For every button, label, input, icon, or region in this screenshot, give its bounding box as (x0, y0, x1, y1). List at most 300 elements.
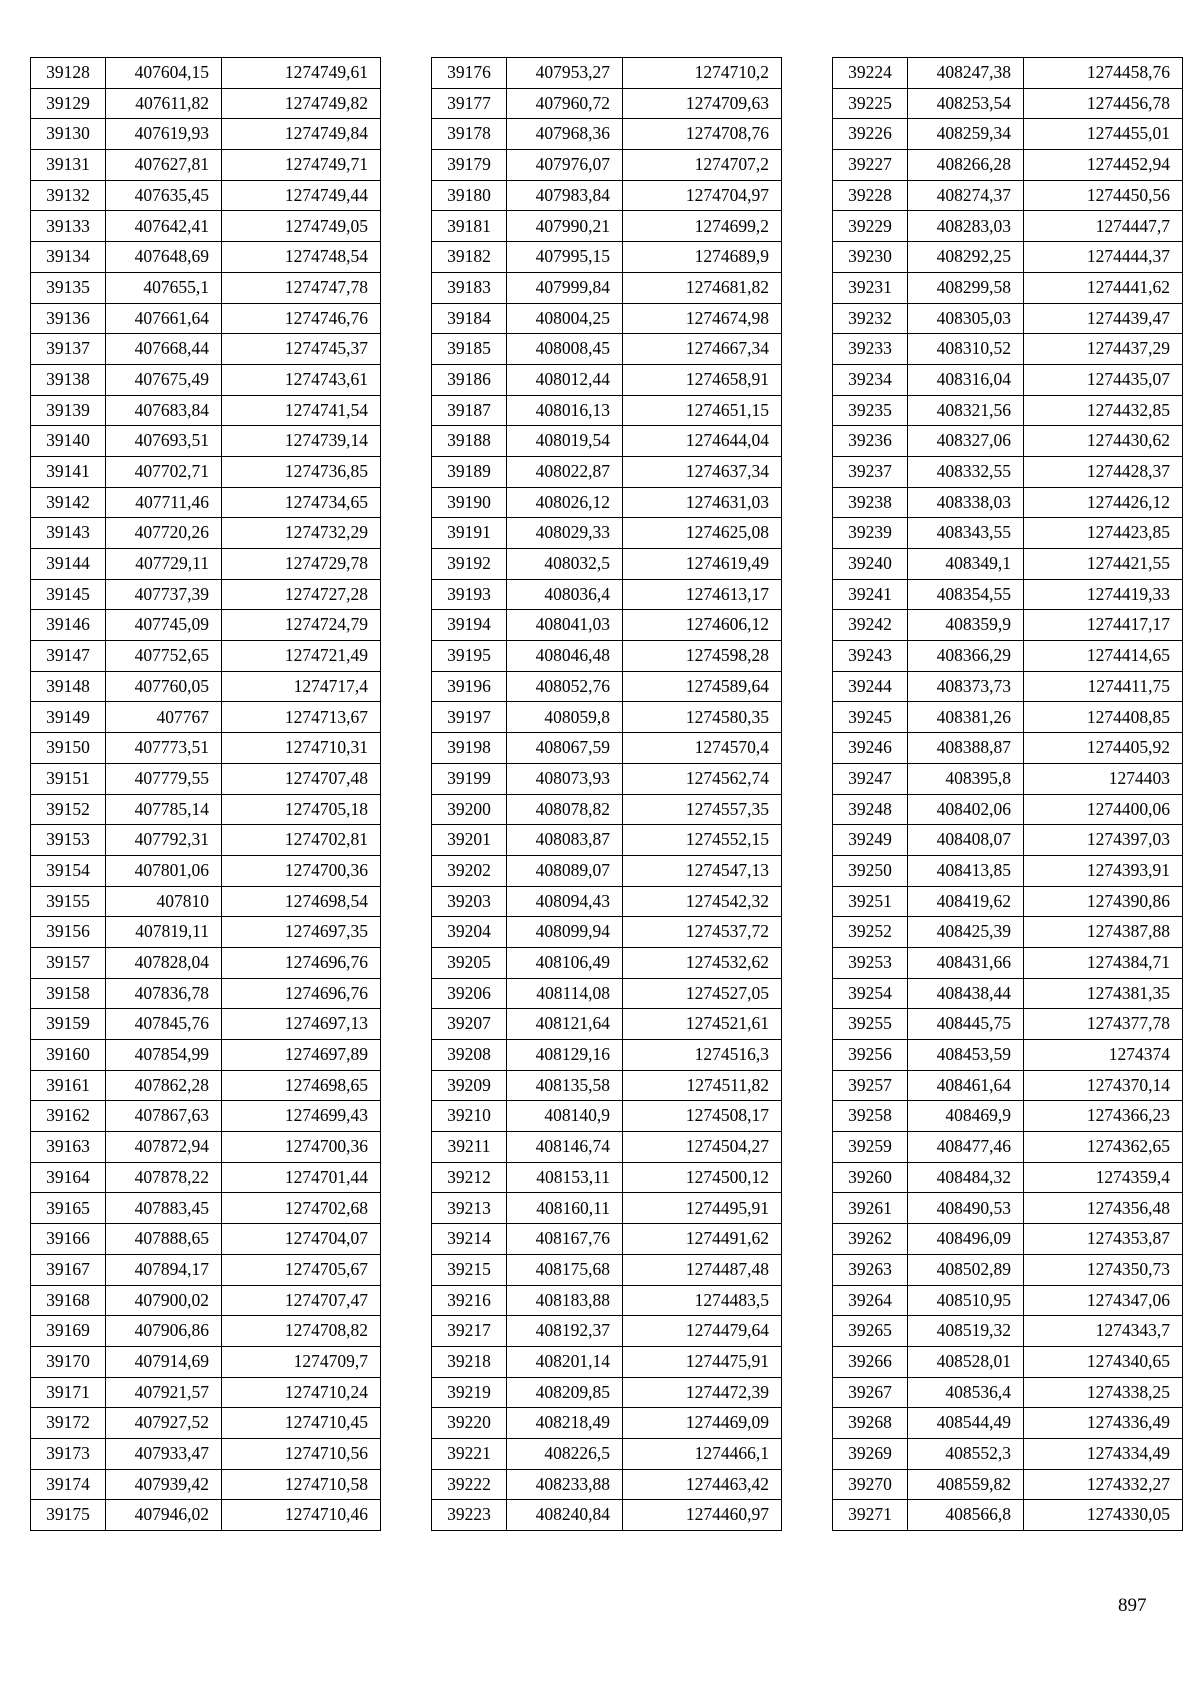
y-coordinate-cell: 1274710,58 (222, 1469, 381, 1500)
x-coordinate-cell: 408226,5 (507, 1438, 623, 1469)
point-number-cell: 39262 (833, 1224, 908, 1255)
y-coordinate-cell: 1274374 (1024, 1040, 1183, 1071)
x-coordinate-cell: 408419,62 (908, 886, 1024, 917)
x-coordinate-cell: 408094,43 (507, 886, 623, 917)
point-number-cell: 39147 (31, 641, 106, 672)
x-coordinate-cell: 408402,06 (908, 794, 1024, 825)
x-coordinate-cell: 407999,84 (507, 272, 623, 303)
y-coordinate-cell: 1274456,78 (1024, 88, 1183, 119)
point-number-cell: 39219 (432, 1377, 507, 1408)
coordinate-table-1 (30, 57, 381, 1531)
table-row (833, 1101, 1183, 1132)
table-row (31, 671, 381, 702)
point-number-cell: 39182 (432, 242, 507, 273)
y-coordinate-cell: 1274658,91 (623, 364, 782, 395)
point-number-cell: 39200 (432, 794, 507, 825)
table-row (833, 1438, 1183, 1469)
table-row (31, 579, 381, 610)
point-number-cell: 39151 (31, 763, 106, 794)
y-coordinate-cell: 1274637,34 (623, 456, 782, 487)
point-number-cell: 39257 (833, 1070, 908, 1101)
point-number-cell: 39237 (833, 456, 908, 487)
y-coordinate-cell: 1274532,62 (623, 947, 782, 978)
x-coordinate-cell: 407888,65 (106, 1224, 222, 1255)
point-number-cell: 39154 (31, 855, 106, 886)
x-coordinate-cell: 407611,82 (106, 88, 222, 119)
point-number-cell: 39143 (31, 518, 106, 549)
table-row (31, 518, 381, 549)
point-number-cell: 39231 (833, 272, 908, 303)
y-coordinate-cell: 1274749,82 (222, 88, 381, 119)
y-coordinate-cell: 1274426,12 (1024, 487, 1183, 518)
table-row (432, 518, 782, 549)
y-coordinate-cell: 1274362,65 (1024, 1132, 1183, 1163)
table-row (432, 1285, 782, 1316)
point-number-cell: 39247 (833, 763, 908, 794)
y-coordinate-cell: 1274428,37 (1024, 456, 1183, 487)
table-row (31, 947, 381, 978)
point-number-cell: 39205 (432, 947, 507, 978)
y-coordinate-cell: 1274350,73 (1024, 1254, 1183, 1285)
point-number-cell: 39129 (31, 88, 106, 119)
table-row (432, 1469, 782, 1500)
y-coordinate-cell: 1274336,49 (1024, 1408, 1183, 1439)
point-number-cell: 39175 (31, 1500, 106, 1531)
table-row (31, 211, 381, 242)
y-coordinate-cell: 1274338,25 (1024, 1377, 1183, 1408)
point-number-cell: 39234 (833, 364, 908, 395)
point-number-cell: 39255 (833, 1009, 908, 1040)
point-number-cell: 39218 (432, 1346, 507, 1377)
y-coordinate-cell: 1274508,17 (623, 1101, 782, 1132)
x-coordinate-cell: 408413,85 (908, 855, 1024, 886)
x-coordinate-cell: 408083,87 (507, 825, 623, 856)
y-coordinate-cell: 1274441,62 (1024, 272, 1183, 303)
x-coordinate-cell: 407752,65 (106, 641, 222, 672)
y-coordinate-cell: 1274419,33 (1024, 579, 1183, 610)
point-number-cell: 39268 (833, 1408, 908, 1439)
y-coordinate-cell: 1274721,49 (222, 641, 381, 672)
x-coordinate-cell: 407792,31 (106, 825, 222, 856)
x-coordinate-cell: 407836,78 (106, 978, 222, 1009)
point-number-cell: 39138 (31, 364, 106, 395)
table-row (833, 119, 1183, 150)
y-coordinate-cell: 1274400,06 (1024, 794, 1183, 825)
point-number-cell: 39224 (833, 58, 908, 89)
y-coordinate-cell: 1274701,44 (222, 1162, 381, 1193)
x-coordinate-cell: 407627,81 (106, 150, 222, 181)
y-coordinate-cell: 1274466,1 (623, 1438, 782, 1469)
x-coordinate-cell: 408327,06 (908, 426, 1024, 457)
table-row (31, 1438, 381, 1469)
table-row (31, 1254, 381, 1285)
x-coordinate-cell: 408029,33 (507, 518, 623, 549)
y-coordinate-cell: 1274717,4 (222, 671, 381, 702)
table-row (31, 88, 381, 119)
point-number-cell: 39157 (31, 947, 106, 978)
y-coordinate-cell: 1274458,76 (1024, 58, 1183, 89)
table-row (833, 395, 1183, 426)
y-coordinate-cell: 1274430,62 (1024, 426, 1183, 457)
point-number-cell: 39202 (432, 855, 507, 886)
table-row (833, 947, 1183, 978)
y-coordinate-cell: 1274699,43 (222, 1101, 381, 1132)
x-coordinate-cell: 408373,73 (908, 671, 1024, 702)
table-row (833, 334, 1183, 365)
y-coordinate-cell: 1274444,37 (1024, 242, 1183, 273)
y-coordinate-cell: 1274414,65 (1024, 641, 1183, 672)
y-coordinate-cell: 1274708,76 (623, 119, 782, 150)
table-row (31, 978, 381, 1009)
y-coordinate-cell: 1274651,15 (623, 395, 782, 426)
point-number-cell: 39244 (833, 671, 908, 702)
point-number-cell: 39165 (31, 1193, 106, 1224)
y-coordinate-cell: 1274495,91 (623, 1193, 782, 1224)
point-number-cell: 39245 (833, 702, 908, 733)
point-number-cell: 39159 (31, 1009, 106, 1040)
x-coordinate-cell: 408477,46 (908, 1132, 1024, 1163)
point-number-cell: 39134 (31, 242, 106, 273)
point-number-cell: 39253 (833, 947, 908, 978)
table-row (833, 733, 1183, 764)
table-row (432, 671, 782, 702)
point-number-cell: 39256 (833, 1040, 908, 1071)
x-coordinate-cell: 407862,28 (106, 1070, 222, 1101)
point-number-cell: 39155 (31, 886, 106, 917)
y-coordinate-cell: 1274705,67 (222, 1254, 381, 1285)
point-number-cell: 39227 (833, 150, 908, 181)
y-coordinate-cell: 1274469,09 (623, 1408, 782, 1439)
table-row (432, 1438, 782, 1469)
y-coordinate-cell: 1274702,81 (222, 825, 381, 856)
point-number-cell: 39215 (432, 1254, 507, 1285)
y-coordinate-cell: 1274697,35 (222, 917, 381, 948)
y-coordinate-cell: 1274423,85 (1024, 518, 1183, 549)
y-coordinate-cell: 1274437,29 (1024, 334, 1183, 365)
y-coordinate-cell: 1274390,86 (1024, 886, 1183, 917)
x-coordinate-cell: 408019,54 (507, 426, 623, 457)
point-number-cell: 39152 (31, 794, 106, 825)
point-number-cell: 39131 (31, 150, 106, 181)
y-coordinate-cell: 1274674,98 (623, 303, 782, 334)
x-coordinate-cell: 408453,59 (908, 1040, 1024, 1071)
table-row (432, 1224, 782, 1255)
table-row (432, 886, 782, 917)
y-coordinate-cell: 1274356,48 (1024, 1193, 1183, 1224)
table-row (432, 702, 782, 733)
x-coordinate-cell: 408305,03 (908, 303, 1024, 334)
x-coordinate-cell: 407810 (106, 886, 222, 917)
x-coordinate-cell: 407927,52 (106, 1408, 222, 1439)
point-number-cell: 39209 (432, 1070, 507, 1101)
x-coordinate-cell: 408321,56 (908, 395, 1024, 426)
y-coordinate-cell: 1274500,12 (623, 1162, 782, 1193)
x-coordinate-cell: 407867,63 (106, 1101, 222, 1132)
table-row (432, 303, 782, 334)
point-number-cell: 39221 (432, 1438, 507, 1469)
point-number-cell: 39198 (432, 733, 507, 764)
table-row (833, 1500, 1183, 1531)
y-coordinate-cell: 1274421,55 (1024, 549, 1183, 580)
x-coordinate-cell: 408425,39 (908, 917, 1024, 948)
x-coordinate-cell: 408259,34 (908, 119, 1024, 150)
y-coordinate-cell: 1274704,97 (623, 180, 782, 211)
table-row (31, 1469, 381, 1500)
table-row (31, 1009, 381, 1040)
x-coordinate-cell: 407854,99 (106, 1040, 222, 1071)
table-row (432, 180, 782, 211)
point-number-cell: 39190 (432, 487, 507, 518)
table-row (432, 794, 782, 825)
point-number-cell: 39265 (833, 1316, 908, 1347)
y-coordinate-cell: 1274625,08 (623, 518, 782, 549)
y-coordinate-cell: 1274705,18 (222, 794, 381, 825)
y-coordinate-cell: 1274746,76 (222, 303, 381, 334)
point-number-cell: 39173 (31, 1438, 106, 1469)
x-coordinate-cell: 407675,49 (106, 364, 222, 395)
x-coordinate-cell: 408310,52 (908, 334, 1024, 365)
y-coordinate-cell: 1274537,72 (623, 917, 782, 948)
y-coordinate-cell: 1274472,39 (623, 1377, 782, 1408)
x-coordinate-cell: 408566,8 (908, 1500, 1024, 1531)
point-number-cell: 39260 (833, 1162, 908, 1193)
y-coordinate-cell: 1274729,78 (222, 549, 381, 580)
point-number-cell: 39269 (833, 1438, 908, 1469)
table-row (31, 1162, 381, 1193)
y-coordinate-cell: 1274405,92 (1024, 733, 1183, 764)
table-row (833, 610, 1183, 641)
y-coordinate-cell: 1274710,24 (222, 1377, 381, 1408)
x-coordinate-cell: 408175,68 (507, 1254, 623, 1285)
table-row (833, 242, 1183, 273)
point-number-cell: 39229 (833, 211, 908, 242)
x-coordinate-cell: 408274,37 (908, 180, 1024, 211)
point-number-cell: 39171 (31, 1377, 106, 1408)
table-row (833, 1224, 1183, 1255)
y-coordinate-cell: 1274332,27 (1024, 1469, 1183, 1500)
point-number-cell: 39128 (31, 58, 106, 89)
y-coordinate-cell: 1274580,35 (623, 702, 782, 733)
table-row (432, 334, 782, 365)
table-row (833, 855, 1183, 886)
table-row (432, 58, 782, 89)
y-coordinate-cell: 1274370,14 (1024, 1070, 1183, 1101)
point-number-cell: 39239 (833, 518, 908, 549)
point-number-cell: 39211 (432, 1132, 507, 1163)
point-number-cell: 39249 (833, 825, 908, 856)
y-coordinate-cell: 1274704,07 (222, 1224, 381, 1255)
table-row (833, 671, 1183, 702)
table-row (31, 456, 381, 487)
table-row (31, 1132, 381, 1163)
point-number-cell: 39161 (31, 1070, 106, 1101)
table-row (31, 1193, 381, 1224)
y-coordinate-cell: 1274334,49 (1024, 1438, 1183, 1469)
point-number-cell: 39212 (432, 1162, 507, 1193)
table-row (31, 150, 381, 181)
point-number-cell: 39136 (31, 303, 106, 334)
y-coordinate-cell: 1274700,36 (222, 855, 381, 886)
x-coordinate-cell: 407745,09 (106, 610, 222, 641)
y-coordinate-cell: 1274689,9 (623, 242, 782, 273)
table-row (833, 1193, 1183, 1224)
x-coordinate-cell: 408067,59 (507, 733, 623, 764)
point-number-cell: 39201 (432, 825, 507, 856)
y-coordinate-cell: 1274504,27 (623, 1132, 782, 1163)
table-row (833, 1040, 1183, 1071)
y-coordinate-cell: 1274698,54 (222, 886, 381, 917)
x-coordinate-cell: 408496,09 (908, 1224, 1024, 1255)
x-coordinate-cell: 408510,95 (908, 1285, 1024, 1316)
x-coordinate-cell: 408073,93 (507, 763, 623, 794)
point-number-cell: 39169 (31, 1316, 106, 1347)
table-row (31, 242, 381, 273)
table-row (833, 303, 1183, 334)
table-row (833, 549, 1183, 580)
table-row (432, 917, 782, 948)
point-number-cell: 39180 (432, 180, 507, 211)
point-number-cell: 39193 (432, 579, 507, 610)
table-row (432, 242, 782, 273)
x-coordinate-cell: 408366,29 (908, 641, 1024, 672)
x-coordinate-cell: 407953,27 (507, 58, 623, 89)
y-coordinate-cell: 1274411,75 (1024, 671, 1183, 702)
table-row (31, 426, 381, 457)
table-row (31, 610, 381, 641)
x-coordinate-cell: 408354,55 (908, 579, 1024, 610)
y-coordinate-cell: 1274384,71 (1024, 947, 1183, 978)
x-coordinate-cell: 407702,71 (106, 456, 222, 487)
y-coordinate-cell: 1274460,97 (623, 1500, 782, 1531)
table-row (833, 641, 1183, 672)
x-coordinate-cell: 407767 (106, 702, 222, 733)
table-row (833, 1469, 1183, 1500)
table-row (833, 1377, 1183, 1408)
x-coordinate-cell: 407894,17 (106, 1254, 222, 1285)
y-coordinate-cell: 1274667,34 (623, 334, 782, 365)
x-coordinate-cell: 407828,04 (106, 947, 222, 978)
point-number-cell: 39164 (31, 1162, 106, 1193)
table-row (833, 825, 1183, 856)
point-number-cell: 39203 (432, 886, 507, 917)
table-row (432, 1132, 782, 1163)
x-coordinate-cell: 408046,48 (507, 641, 623, 672)
table-row (432, 610, 782, 641)
point-number-cell: 39206 (432, 978, 507, 1009)
x-coordinate-cell: 408338,03 (908, 487, 1024, 518)
table-row (31, 272, 381, 303)
table-row (833, 1132, 1183, 1163)
point-number-cell: 39250 (833, 855, 908, 886)
table-row (31, 1346, 381, 1377)
y-coordinate-cell: 1274713,67 (222, 702, 381, 733)
y-coordinate-cell: 1274403 (1024, 763, 1183, 794)
table-row (833, 58, 1183, 89)
y-coordinate-cell: 1274619,49 (623, 549, 782, 580)
y-coordinate-cell: 1274749,71 (222, 150, 381, 181)
point-number-cell: 39240 (833, 549, 908, 580)
table-row (833, 426, 1183, 457)
x-coordinate-cell: 408519,32 (908, 1316, 1024, 1347)
point-number-cell: 39251 (833, 886, 908, 917)
x-coordinate-cell: 408343,55 (908, 518, 1024, 549)
point-number-cell: 39168 (31, 1285, 106, 1316)
y-coordinate-cell: 1274439,47 (1024, 303, 1183, 334)
table-row (833, 1162, 1183, 1193)
table-row (833, 1254, 1183, 1285)
table-row (432, 1193, 782, 1224)
y-coordinate-cell: 1274487,48 (623, 1254, 782, 1285)
point-number-cell: 39145 (31, 579, 106, 610)
point-number-cell: 39133 (31, 211, 106, 242)
point-number-cell: 39271 (833, 1500, 908, 1531)
x-coordinate-cell: 407711,46 (106, 487, 222, 518)
y-coordinate-cell: 1274741,54 (222, 395, 381, 426)
x-coordinate-cell: 407976,07 (507, 150, 623, 181)
y-coordinate-cell: 1274435,07 (1024, 364, 1183, 395)
table-row (31, 549, 381, 580)
table-row (31, 1316, 381, 1347)
point-number-cell: 39248 (833, 794, 908, 825)
y-coordinate-cell: 1274724,79 (222, 610, 381, 641)
x-coordinate-cell: 407773,51 (106, 733, 222, 764)
x-coordinate-cell: 407785,14 (106, 794, 222, 825)
table-row (31, 702, 381, 733)
point-number-cell: 39207 (432, 1009, 507, 1040)
point-number-cell: 39258 (833, 1101, 908, 1132)
point-number-cell: 39150 (31, 733, 106, 764)
y-coordinate-cell: 1274542,32 (623, 886, 782, 917)
y-coordinate-cell: 1274447,7 (1024, 211, 1183, 242)
point-number-cell: 39191 (432, 518, 507, 549)
y-coordinate-cell: 1274710,31 (222, 733, 381, 764)
table-row (31, 364, 381, 395)
point-number-cell: 39144 (31, 549, 106, 580)
x-coordinate-cell: 408078,82 (507, 794, 623, 825)
y-coordinate-cell: 1274708,82 (222, 1316, 381, 1347)
table-row (432, 395, 782, 426)
point-number-cell: 39241 (833, 579, 908, 610)
y-coordinate-cell: 1274697,89 (222, 1040, 381, 1071)
point-number-cell: 39263 (833, 1254, 908, 1285)
table-row (432, 456, 782, 487)
x-coordinate-cell: 407635,45 (106, 180, 222, 211)
x-coordinate-cell: 408135,58 (507, 1070, 623, 1101)
table-row (432, 150, 782, 181)
table-row (432, 1254, 782, 1285)
point-number-cell: 39223 (432, 1500, 507, 1531)
table-row (31, 487, 381, 518)
table-row (432, 88, 782, 119)
x-coordinate-cell: 407921,57 (106, 1377, 222, 1408)
y-coordinate-cell: 1274681,82 (623, 272, 782, 303)
point-number-cell: 39177 (432, 88, 507, 119)
point-number-cell: 39194 (432, 610, 507, 641)
x-coordinate-cell: 408349,1 (908, 549, 1024, 580)
x-coordinate-cell: 408502,89 (908, 1254, 1024, 1285)
y-coordinate-cell: 1274710,45 (222, 1408, 381, 1439)
y-coordinate-cell: 1274527,05 (623, 978, 782, 1009)
point-number-cell: 39140 (31, 426, 106, 457)
table-row (432, 978, 782, 1009)
table-row (432, 1346, 782, 1377)
point-number-cell: 39139 (31, 395, 106, 426)
y-coordinate-cell: 1274727,28 (222, 579, 381, 610)
y-coordinate-cell: 1274393,91 (1024, 855, 1183, 886)
table-row (31, 180, 381, 211)
table-row (432, 1377, 782, 1408)
point-number-cell: 39162 (31, 1101, 106, 1132)
